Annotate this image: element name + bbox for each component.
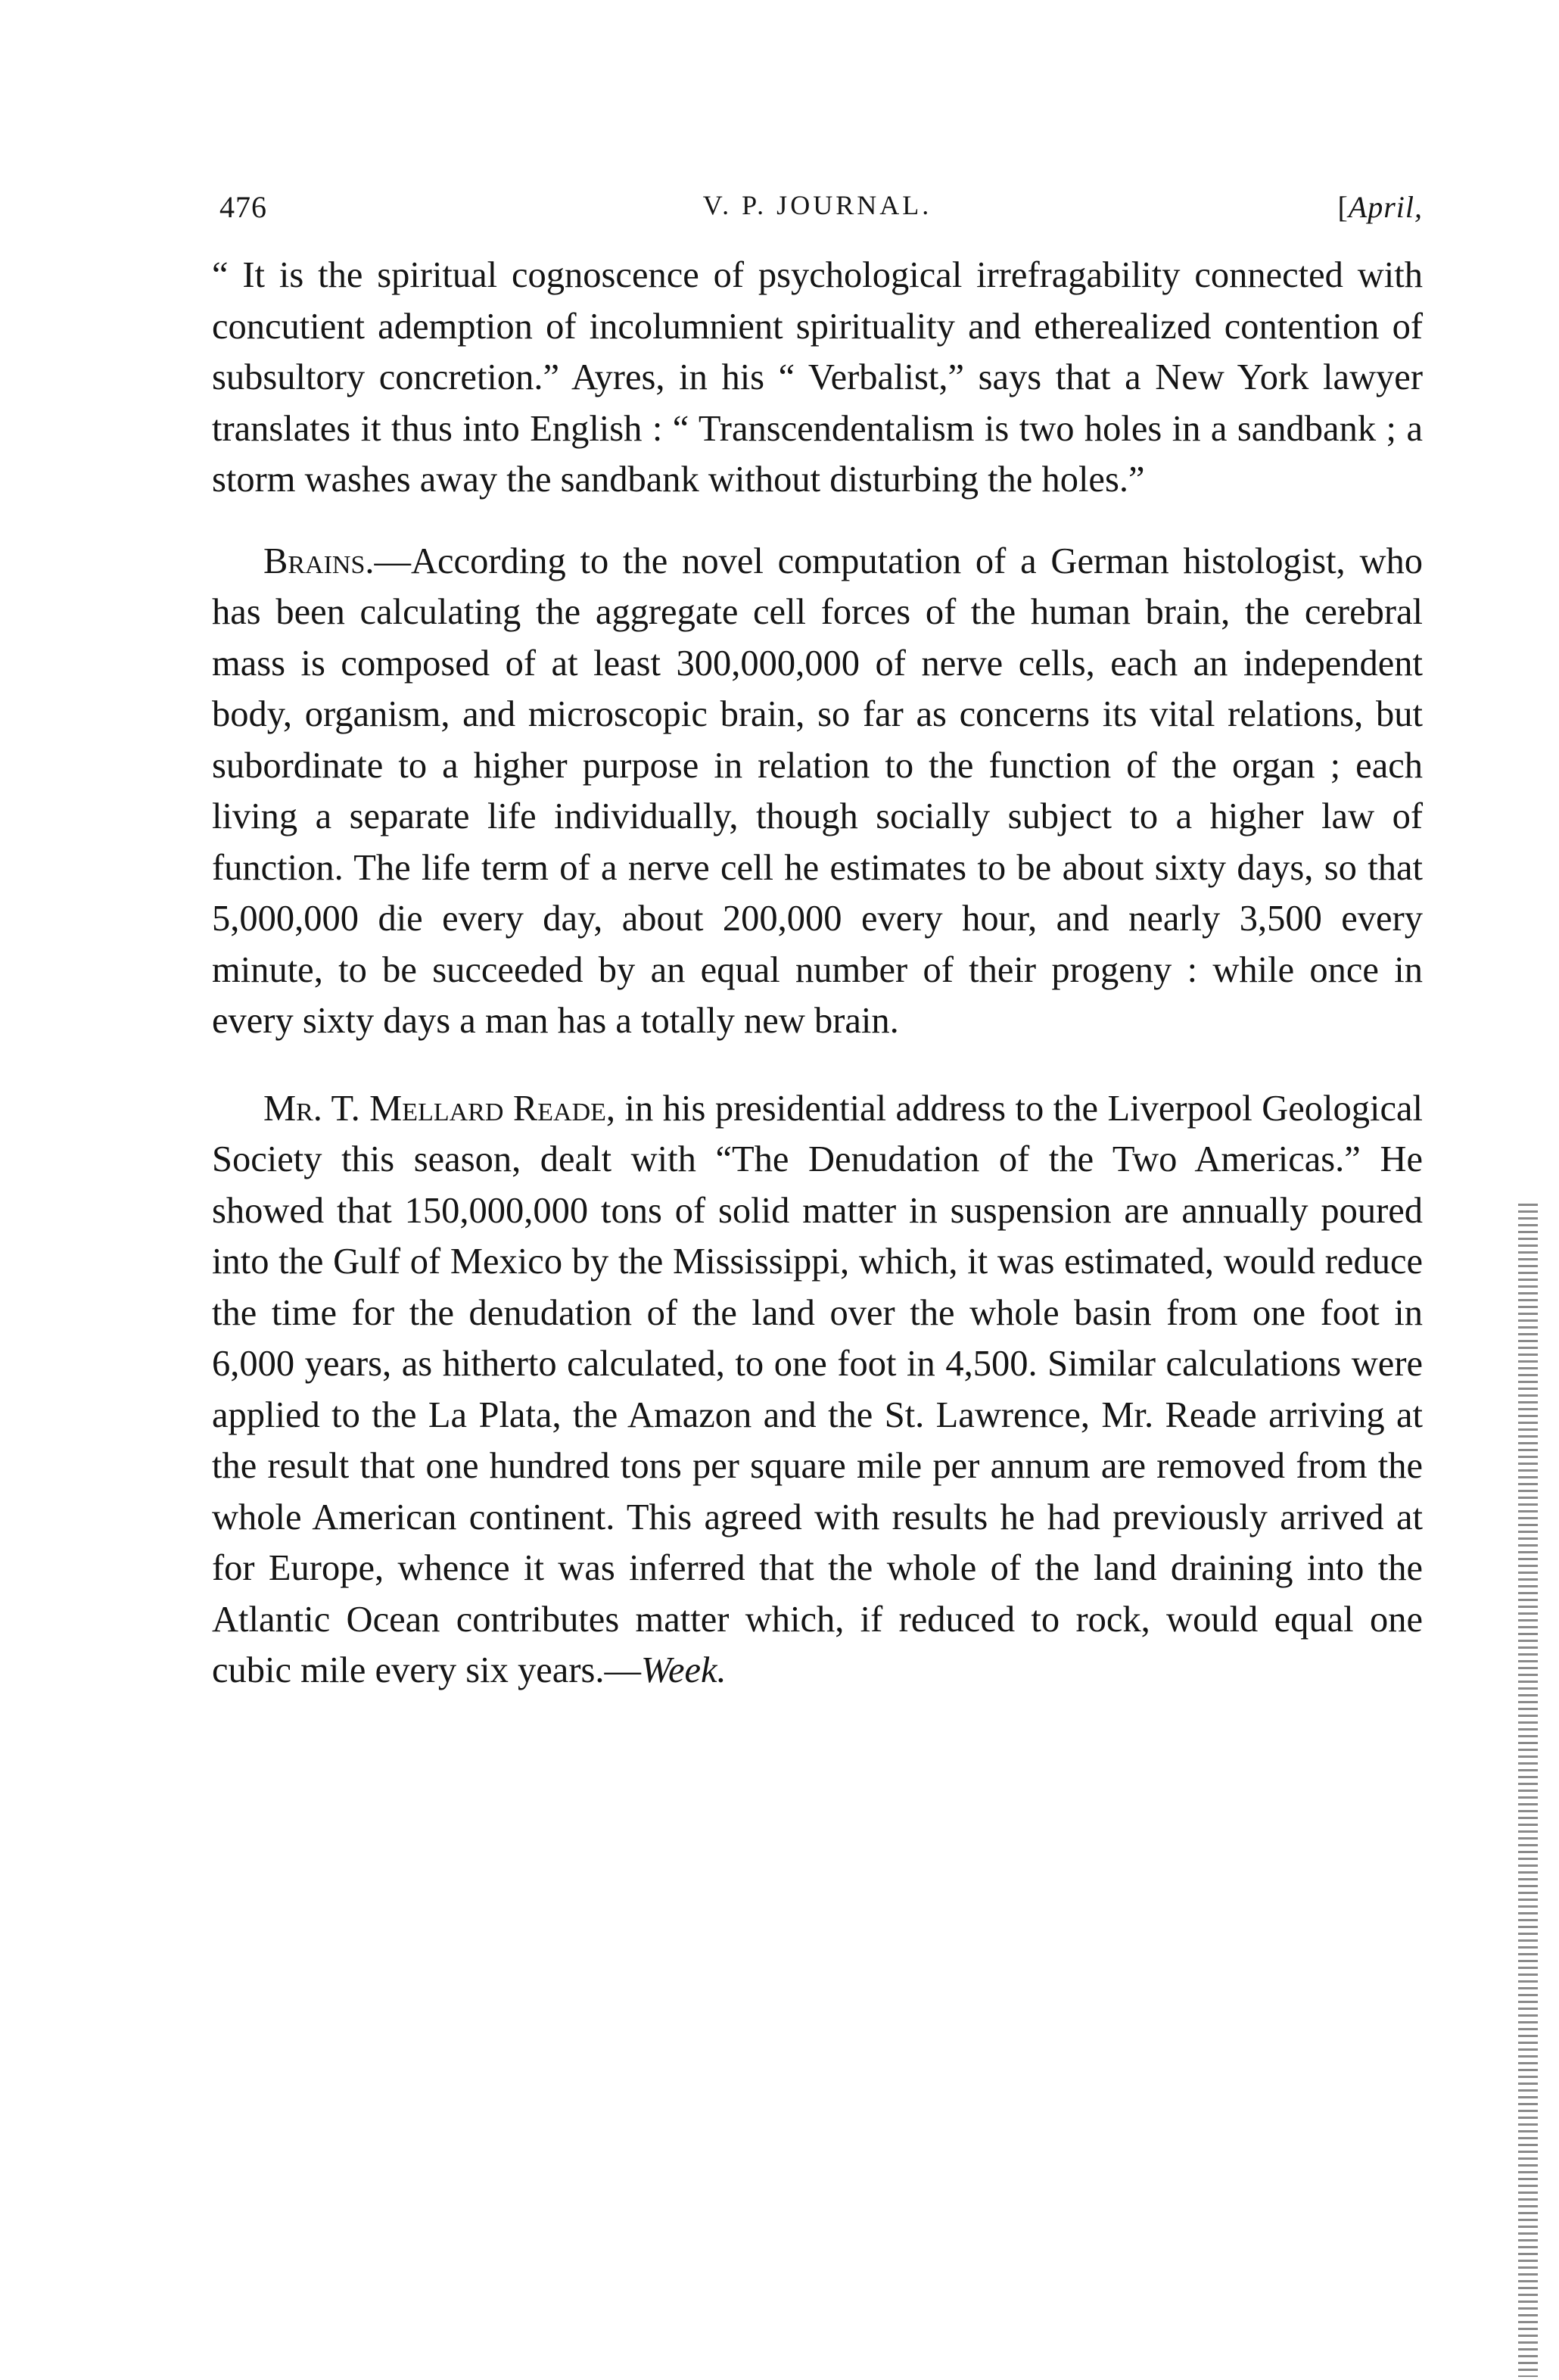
paragraph-brains <box>212 536 1423 1047</box>
month-text: April, <box>1348 190 1423 224</box>
source-citation: Week. <box>641 1650 727 1690</box>
journal-title: V. P. JOURNAL. <box>702 190 932 220</box>
paragraph-denudation <box>212 1083 1423 1696</box>
page-number: 476 <box>219 190 267 224</box>
paragraph-transcendentalism: “ It is the spiritual cognoscence of psychological irrefragability connected with concutient ademption of incolumnient spirituality and etherealized contention of subsultory concretion.” Ayres, in his “ Verbalist,” says that a New York lawyer translates it thus into English : “ Transcendentalism is two holes in a sandbank ; a storm washes away the sandbank without disturbing the holes.” <box>212 255 1423 500</box>
paragraph-body-denudation: in his presidential address to the Liverpool Geological Society this season, dealt with “The Denudation of the Two Americas.” He showed that 150,000,000 tons of solid matter in suspension are annually poured into the Gulf of Mexico by the Mississippi, which, it was estimated, would reduce the time for the denudation of the land over the whole basin from one foot in 6,000 years, as hitherto calculated, to one foot in 4,500. Similar calculations were applied to the La Plata, the Amazon and the St. Lawrence, Mr. Reade arriving at the result that one hundred tons per square mile per annum are removed from the whole American continent. This agreed with results he had previously arrived at for Europe, whence it was inferred that the whole of the land draining into the Atlantic Ocean contributes matter which, if reduced to rock, would equal one cubic mile every six years.— <box>212 1088 1423 1690</box>
month-label <box>1337 189 1423 225</box>
month-bracket: [ <box>1337 190 1349 224</box>
paragraph-body-brains: —According to the novel computation of a German histologist, who has been calculating the aggregate cell forces of the human brain, the cerebral mass is composed of at least 300,000,000 of nerve cells, each an independent body, organism, and microscopic brain, so far as concerns its vital relations, but subordinate to a higher purpose in relation to the function of the organ ; each living a separate life individually, though socially subject to a higher law of function. The life term of a nerve cell he estimates to be about sixty days, so that 5,000,000 die every day, about 200,000 every hour, and nearly 3,500 every minute, to be succeeded by an equal number of their progeny : while once in every sixty days a man has a totally new brain. <box>212 540 1423 1041</box>
document-page <box>212 189 1423 1696</box>
paragraph-heading-brains: Brains. <box>263 540 375 581</box>
running-head <box>212 189 1423 250</box>
paragraph-heading-reade: Mr. T. Mellard Reade, <box>263 1088 616 1129</box>
binding-edge-mark <box>1518 1204 1538 2377</box>
